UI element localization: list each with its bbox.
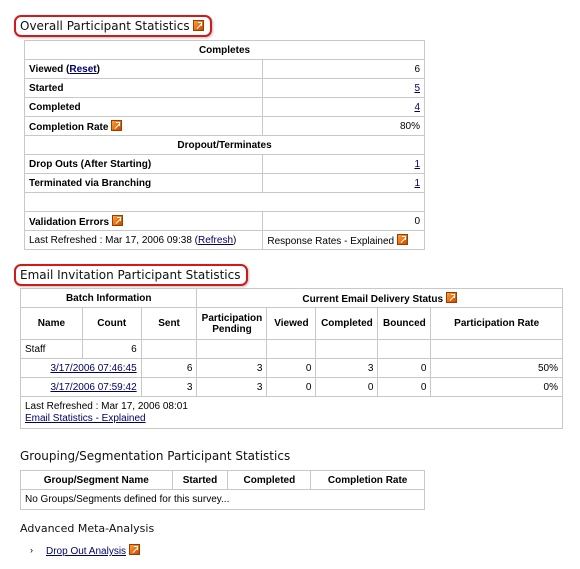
completed-value-link[interactable]: 4: [414, 101, 420, 113]
validation-label: Validation Errors: [25, 212, 263, 231]
refresh-link[interactable]: Refresh: [198, 234, 234, 246]
delivery-status-header: Current Email Delivery Status: [197, 289, 563, 308]
email-last-refreshed: Last Refreshed : Mar 17, 2006 08:01: [25, 400, 188, 412]
batch-bounced: 0: [378, 359, 431, 378]
col-pending: Participation Pending: [197, 308, 267, 340]
col-completed: Completed: [228, 471, 311, 490]
table-row: [25, 155, 425, 174]
batch-sent: 6: [141, 359, 197, 378]
drop-out-analysis-item: [46, 544, 140, 557]
no-groups-message: No Groups/Segments defined for this survey...: [21, 490, 425, 510]
table-row: [25, 212, 425, 231]
orange-link-icon[interactable]: [129, 544, 140, 555]
orange-link-icon[interactable]: [397, 234, 408, 245]
table-row: [25, 79, 425, 98]
meta-analysis-title: Advanced Meta-Analysis: [20, 522, 155, 535]
batch-completed: 3: [316, 359, 378, 378]
completes-header: Completes: [25, 41, 425, 60]
viewed-value: 6: [263, 60, 425, 79]
drop-out-analysis-link[interactable]: Drop Out Analysis: [46, 546, 127, 557]
email-stats-explained-link[interactable]: Email Statistics - Explained: [25, 412, 146, 424]
started-value-link[interactable]: 5: [414, 82, 420, 94]
orange-link-icon[interactable]: [111, 120, 122, 131]
overall-stats-title: Overall Participant Statistics: [14, 15, 212, 37]
col-completion-rate: Completion Rate: [311, 471, 425, 490]
table-row: [25, 98, 425, 117]
table-row: [25, 174, 425, 193]
table-row: [25, 117, 425, 136]
batch-bounced: 0: [378, 378, 431, 397]
batch-date-link[interactable]: 3/17/2006 07:59:42: [50, 381, 137, 393]
col-rate: Participation Rate: [431, 308, 563, 340]
terminated-label: Terminated via Branching: [25, 174, 263, 193]
staff-name: Staff: [21, 340, 83, 359]
table-row: [21, 340, 563, 359]
batch-viewed: 0: [267, 359, 316, 378]
completion-rate-value: 80%: [263, 117, 425, 136]
batch-completed: 0: [316, 378, 378, 397]
validation-value: 0: [263, 212, 425, 231]
col-completed: Completed: [316, 308, 378, 340]
started-label: Started: [25, 79, 263, 98]
completed-label: Completed: [25, 98, 263, 117]
email-stats-title: Email Invitation Participant Statistics: [14, 264, 248, 286]
batch-rate: 50%: [431, 359, 563, 378]
table-row: [21, 378, 563, 397]
col-viewed: Viewed: [267, 308, 316, 340]
dropout-header: Dropout/Terminates: [25, 136, 425, 155]
completion-rate-label: Completion Rate: [25, 117, 263, 136]
col-started: Started: [172, 471, 228, 490]
email-footer: [21, 397, 563, 429]
viewed-label: Viewed (Reset): [25, 60, 263, 79]
col-sent: Sent: [141, 308, 197, 340]
col-group-name: Group/Segment Name: [21, 471, 173, 490]
overall-stats-table: [24, 40, 425, 250]
dropouts-label: Drop Outs (After Starting): [25, 155, 263, 174]
table-row: [25, 60, 425, 79]
orange-link-icon[interactable]: [446, 292, 457, 303]
batch-viewed: 0: [267, 378, 316, 397]
orange-link-icon[interactable]: [112, 215, 123, 226]
batch-rate: 0%: [431, 378, 563, 397]
reset-link[interactable]: Reset: [69, 63, 97, 75]
batch-sent: 3: [141, 378, 197, 397]
response-rates-text: Response Rates - Explained: [263, 231, 425, 250]
last-refreshed-text: Last Refreshed : Mar 17, 2006 09:38 (Refresh): [25, 231, 263, 250]
col-name: Name: [21, 308, 83, 340]
batch-info-header: Batch Information: [21, 289, 197, 308]
dropouts-value-link[interactable]: 1: [414, 158, 420, 170]
table-row: [25, 231, 425, 250]
grouping-stats-table: [20, 470, 425, 510]
email-stats-table: [20, 288, 563, 429]
batch-pending: 3: [197, 378, 267, 397]
staff-count: 6: [82, 340, 141, 359]
col-count: Count: [82, 308, 141, 340]
grouping-stats-title: Grouping/Segmentation Participant Statistics: [20, 449, 291, 463]
orange-link-icon[interactable]: [193, 20, 204, 31]
col-bounced: Bounced: [378, 308, 431, 340]
bullet-icon: ›: [30, 545, 33, 555]
batch-pending: 3: [197, 359, 267, 378]
spacer-row: [25, 193, 425, 212]
table-row: [21, 359, 563, 378]
terminated-value-link[interactable]: 1: [414, 177, 420, 189]
batch-date-link[interactable]: 3/17/2006 07:46:45: [50, 362, 137, 374]
